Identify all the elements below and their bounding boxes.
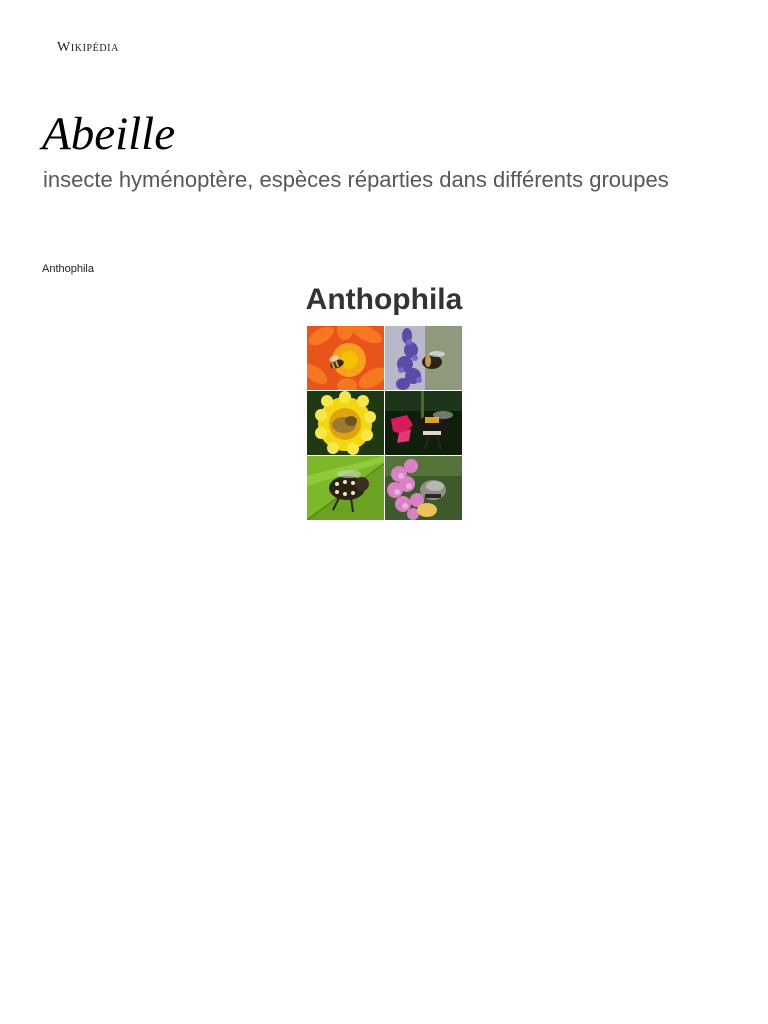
wikipedia-wordmark[interactable]: Wikipédia [57,40,119,55]
bumblebee-on-pink-blossom-icon[interactable] [385,456,462,520]
bee-on-orange-flower-icon[interactable] [307,326,384,390]
page-subtitle: insecte hyménoptère, espèces réparties dans différents groupes [43,167,669,192]
bee-photo-grid[interactable] [307,326,463,521]
bumblebee-on-pink-flower-icon[interactable] [385,391,462,455]
bee-on-lavender-icon[interactable] [385,326,462,390]
taxon-caption: Anthophila [42,263,94,275]
page-title: Abeille [42,108,176,160]
bee-on-yellow-flower-icon[interactable] [307,391,384,455]
infobox-title: Anthophila [305,283,463,316]
bee-on-green-leaf-icon[interactable] [307,456,384,520]
